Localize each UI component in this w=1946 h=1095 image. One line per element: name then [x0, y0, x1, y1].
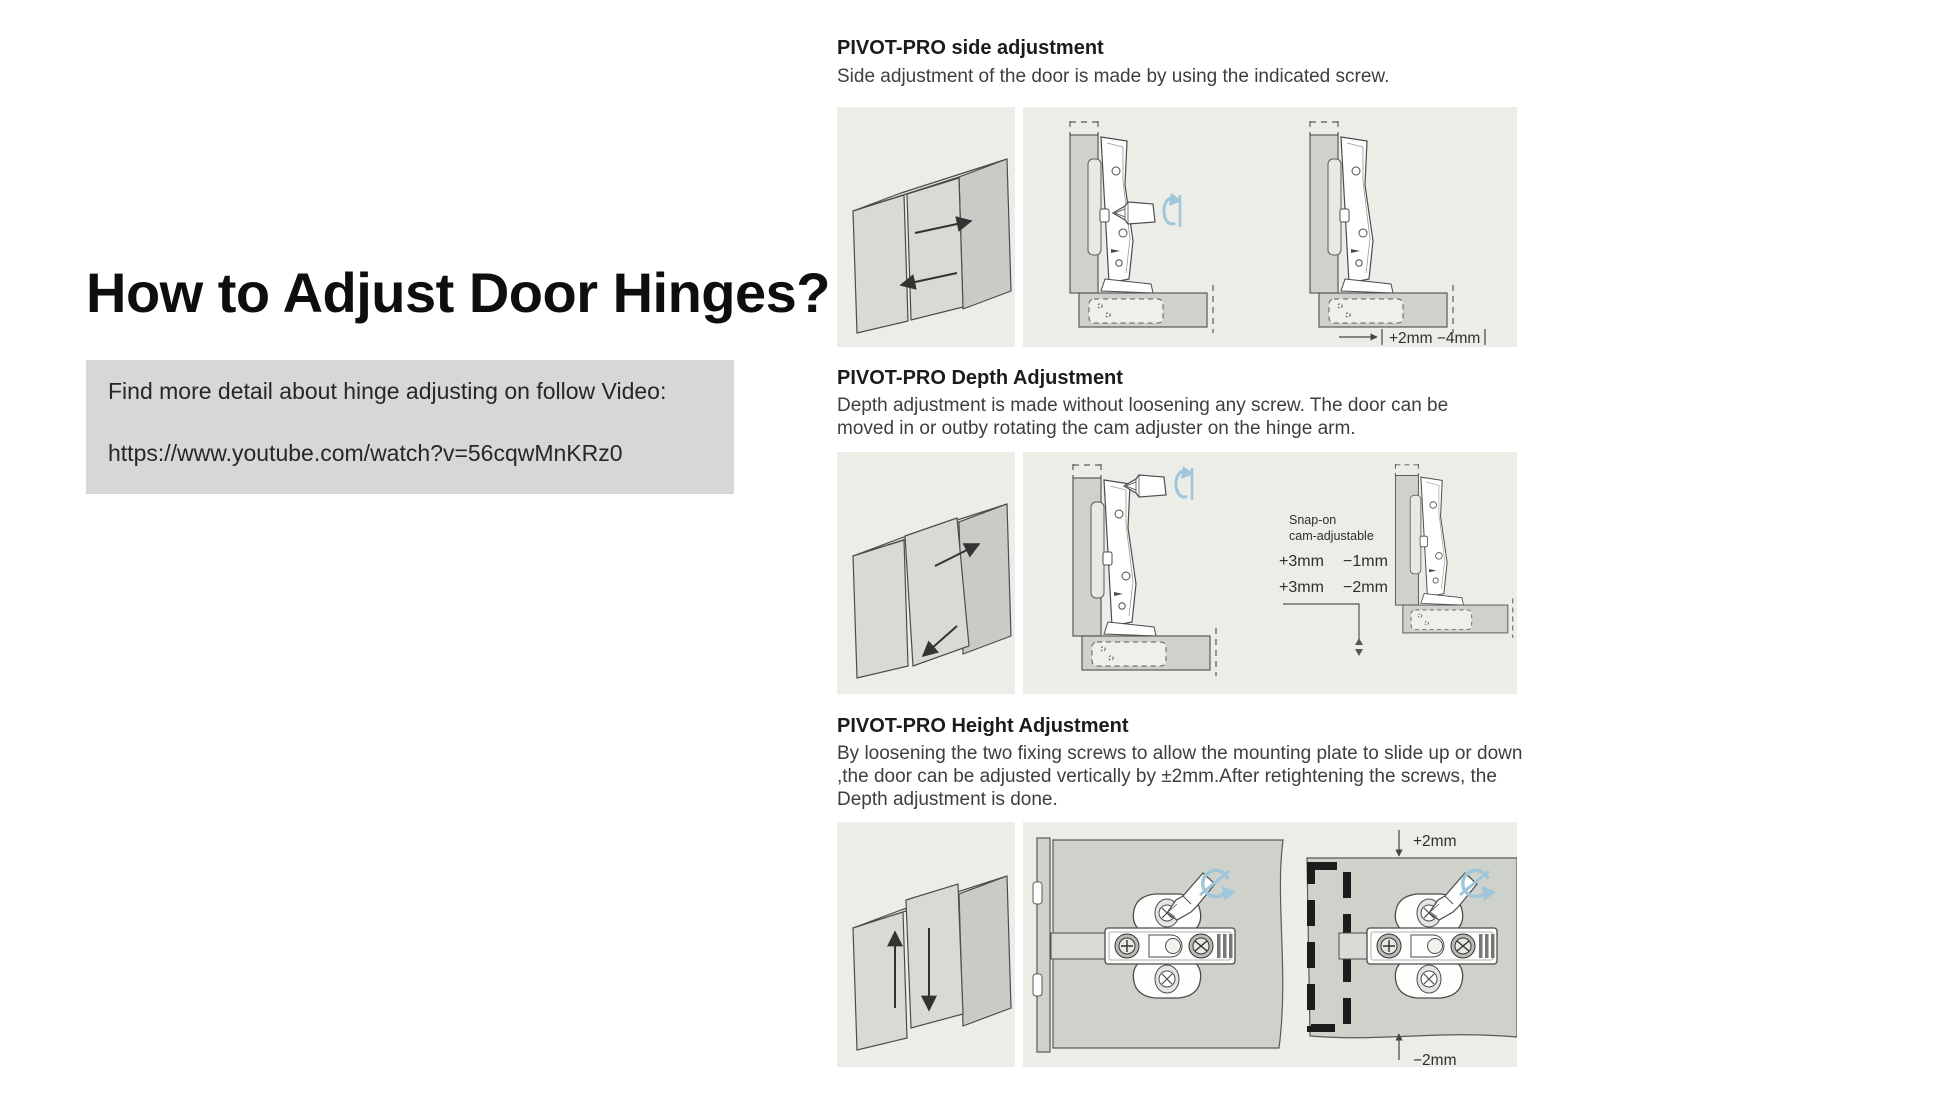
- video-info-text: Find more detail about hinge adjusting on follow Video:: [108, 378, 667, 404]
- section-depth-adjustment: [837, 366, 1527, 390]
- video-info-box: [86, 360, 734, 494]
- snap-on-label: Snap-on: [1289, 513, 1337, 527]
- body-line: By loosening the two fixing screws to allow the mounting plate to slide up or down: [837, 743, 1523, 764]
- figure-height-adjustment: [837, 822, 1517, 1067]
- section-side-adjustment: [837, 36, 1527, 60]
- body-line: Side adjustment of the door is made by using the indicated screw.: [837, 66, 1390, 87]
- cam-adjustable-label: cam-adjustable: [1289, 529, 1374, 543]
- mounting-plate-slide-view: [1307, 830, 1517, 1067]
- section-heading: PIVOT-PRO Depth Adjustment: [837, 367, 1123, 389]
- dimension-label: −2mm: [1413, 1052, 1457, 1067]
- dimension-label: +2mm: [1413, 833, 1457, 850]
- adjust-value: −2mm: [1343, 579, 1388, 596]
- adjust-value: −1mm: [1343, 553, 1388, 570]
- body-line: moved in or outby rotating the cam adjuster on the hinge arm.: [837, 418, 1356, 439]
- figure-depth-adjustment: [837, 452, 1517, 694]
- body-line: Depth adjustment is done.: [837, 789, 1058, 810]
- section-depth-body: [837, 394, 1527, 440]
- body-line: Depth adjustment is made without loosening any screw. The door can be: [837, 395, 1449, 416]
- section-height-body: [837, 742, 1527, 811]
- page-title: How to Adjust Door Hinges?: [86, 260, 830, 324]
- section-heading: PIVOT-PRO Height Adjustment: [837, 715, 1129, 737]
- dimension-label: +2mm −4mm: [1389, 330, 1481, 347]
- figure-side-adjustment: [837, 107, 1517, 347]
- section-heading: PIVOT-PRO side adjustment: [837, 37, 1104, 59]
- video-url[interactable]: https://www.youtube.com/watch?v=56cqwMnKRz0: [108, 440, 623, 466]
- adjust-value: +3mm: [1279, 579, 1324, 596]
- mounting-plate-view: [1033, 838, 1283, 1052]
- body-line: ,the door can be adjusted vertically by ±2mm.After retightening the screws, the: [837, 766, 1497, 787]
- adjust-value: +3mm: [1279, 553, 1324, 570]
- section-side-body: [837, 65, 1527, 88]
- section-height-adjustment: [837, 714, 1527, 738]
